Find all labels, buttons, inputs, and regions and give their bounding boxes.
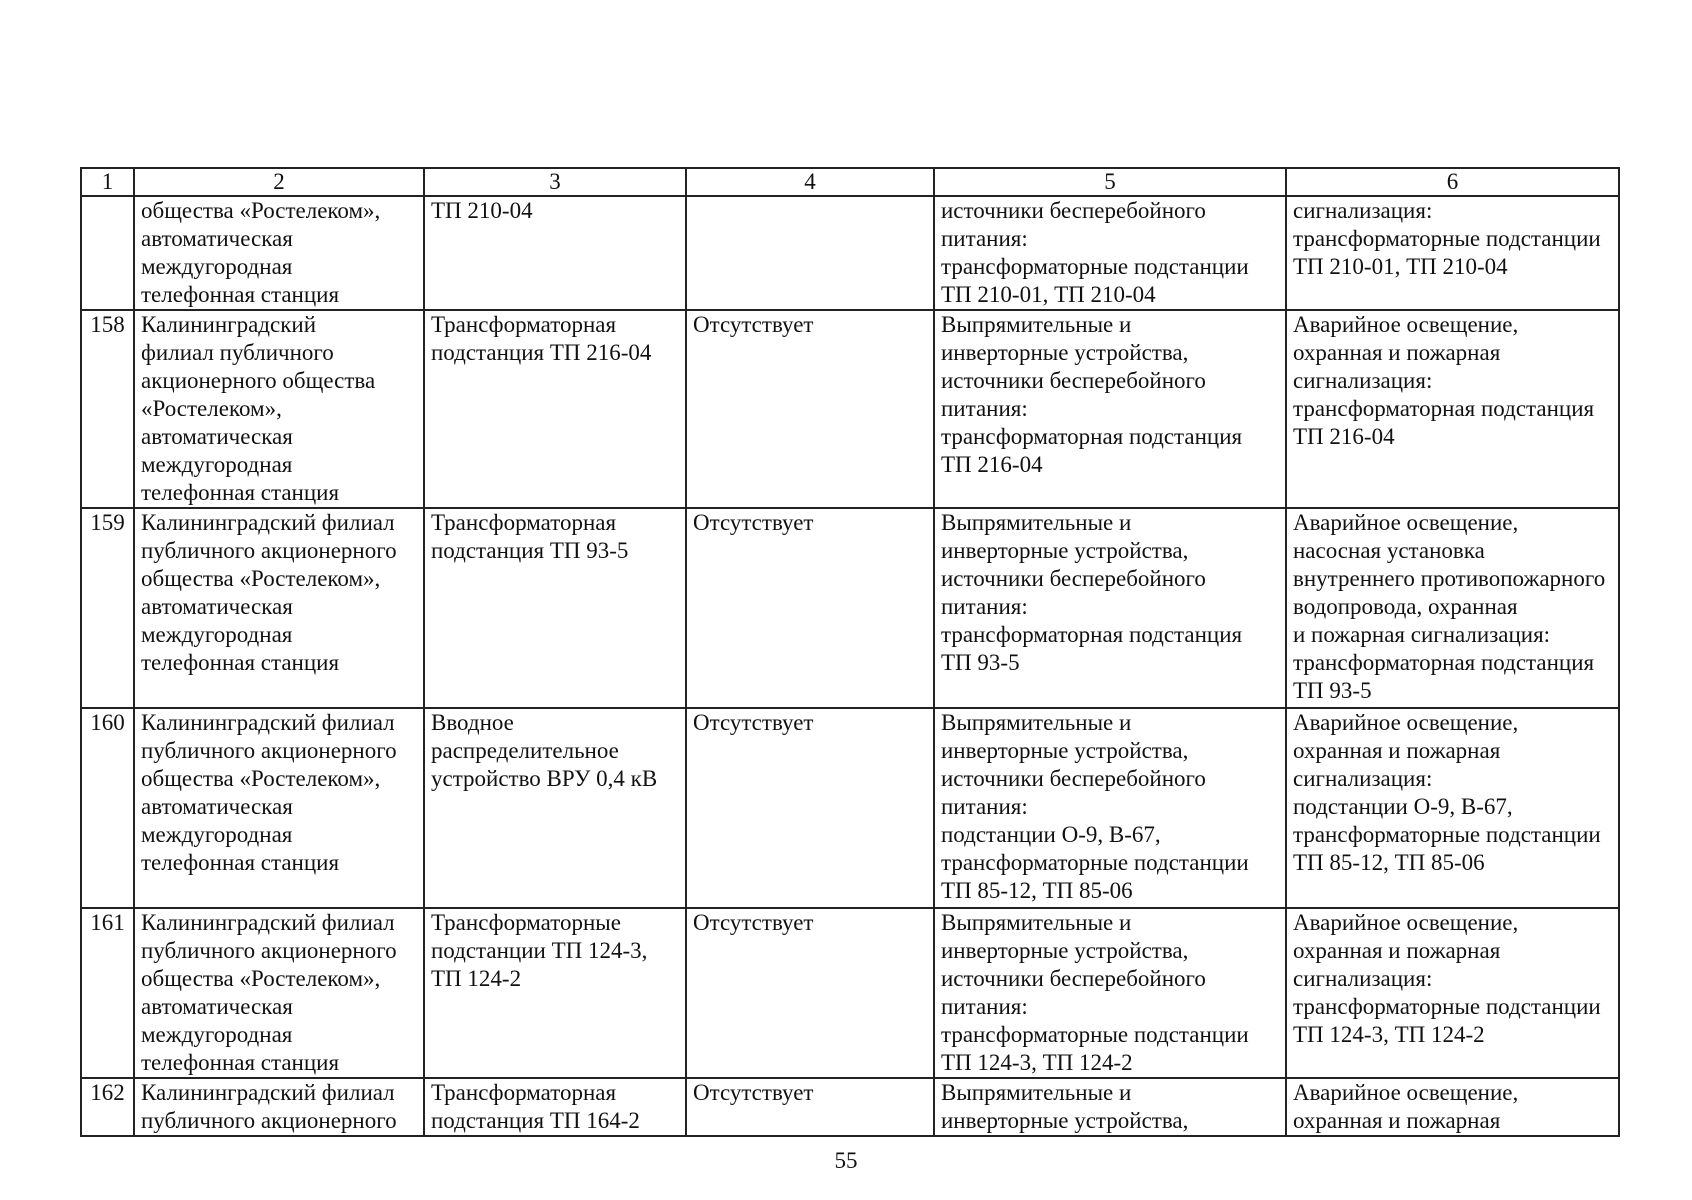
reserve-source-cell: Отсутствует (686, 508, 934, 708)
power-source-cell: Трансформаторная подстанция ТП 164-2 (424, 1078, 686, 1136)
reserve-source-cell: Отсутствует (686, 310, 934, 508)
object-name-cell: Калининградский филиал публичного акционерного общества «Ростелеком», автоматическая междугородная телефонная станция (134, 708, 424, 908)
object-name-cell: Калининградский филиал публичного акционерного (134, 1078, 424, 1136)
emergency-consumers-cell: Аварийное освещение, охранная и пожарная сигнализация: трансформаторные подстанции ТП 124-3, ТП 124-2 (1286, 908, 1619, 1078)
data-table (80, 167, 1620, 1137)
consumers-cell: Выпрямительные и инверторные устройства, источники бесперебойного питания: подстанции О-9, В-67, трансформаторные подстанции ТП 85-12, ТП 85-06 (934, 708, 1286, 908)
reserve-source-cell: Отсутствует (686, 708, 934, 908)
object-name-cell: Калининградский филиал публичного акционерного общества «Ростелеком», автоматическая междугородная телефонная станция (134, 908, 424, 1078)
consumers-cell: Выпрямительные и инверторные устройства, источники бесперебойного питания: трансформаторная подстанция ТП 216-04 (934, 310, 1286, 508)
header-cell: 2 (134, 168, 424, 196)
consumers-cell: Выпрямительные и инверторные устройства, (934, 1078, 1286, 1136)
emergency-consumers-cell: Аварийное освещение, охранная и пожарная (1286, 1078, 1619, 1136)
page-number: 55 (834, 1148, 858, 1173)
reserve-source-cell: Отсутствует (686, 1078, 934, 1136)
table-row (81, 508, 1619, 708)
power-source-cell: Трансформаторная подстанция ТП 216-04 (424, 310, 686, 508)
header-cell: 5 (934, 168, 1286, 196)
table-row (81, 1078, 1619, 1136)
power-source-cell: ТП 210-04 (424, 196, 686, 310)
reserve-source-cell: Отсутствует (686, 908, 934, 1078)
object-name-cell: Калининградский филиал публичного акционерного общества «Ростелеком», автоматическая междугородная телефонная станция (134, 310, 424, 508)
object-name-cell: Калининградский филиал публичного акционерного общества «Ростелеком», автоматическая междугородная телефонная станция (134, 508, 424, 708)
consumers-cell: Выпрямительные и инверторные устройства, источники бесперебойного питания: трансформаторная подстанция ТП 93-5 (934, 508, 1286, 708)
header-cell: 3 (424, 168, 686, 196)
row-number-cell: 159 (81, 508, 134, 708)
header-cell: 4 (686, 168, 934, 196)
row-number-cell (81, 196, 134, 310)
table-header-row (81, 168, 1619, 196)
emergency-consumers-cell: Аварийное освещение, охранная и пожарная сигнализация: подстанции О-9, В-67, трансформаторные подстанции ТП 85-12, ТП 85-06 (1286, 708, 1619, 908)
table-row (81, 908, 1619, 1078)
object-name-cell: общества «Ростелеком», автоматическая междугородная телефонная станция (134, 196, 424, 310)
emergency-consumers-cell: сигнализация: трансформаторные подстанции ТП 210-01, ТП 210-04 (1286, 196, 1619, 310)
reserve-source-cell (686, 196, 934, 310)
row-number-cell: 158 (81, 310, 134, 508)
consumers-cell: Выпрямительные и инверторные устройства, источники бесперебойного питания: трансформаторные подстанции ТП 124-3, ТП 124-2 (934, 908, 1286, 1078)
row-number-cell: 161 (81, 908, 134, 1078)
emergency-consumers-cell: Аварийное освещение, охранная и пожарная сигнализация: трансформаторная подстанция ТП 216-04 (1286, 310, 1619, 508)
header-cell: 1 (81, 168, 134, 196)
header-cell: 6 (1286, 168, 1619, 196)
table-row (81, 196, 1619, 310)
power-source-cell: Трансформаторные подстанции ТП 124-3, ТП 124-2 (424, 908, 686, 1078)
power-source-cell: Трансформаторная подстанция ТП 93-5 (424, 508, 686, 708)
consumers-cell: источники бесперебойного питания: трансформаторные подстанции ТП 210-01, ТП 210-04 (934, 196, 1286, 310)
row-number-cell: 160 (81, 708, 134, 908)
table-row (81, 708, 1619, 908)
row-number-cell: 162 (81, 1078, 134, 1136)
table-row (81, 310, 1619, 508)
emergency-consumers-cell: Аварийное освещение, насосная установка внутреннего противопожарного водопровода, охранная и пожарная сигнализация: трансформаторная подстанция ТП 93-5 (1286, 508, 1619, 708)
power-source-cell: Вводное распределительное устройство ВРУ 0,4 кВ (424, 708, 686, 908)
